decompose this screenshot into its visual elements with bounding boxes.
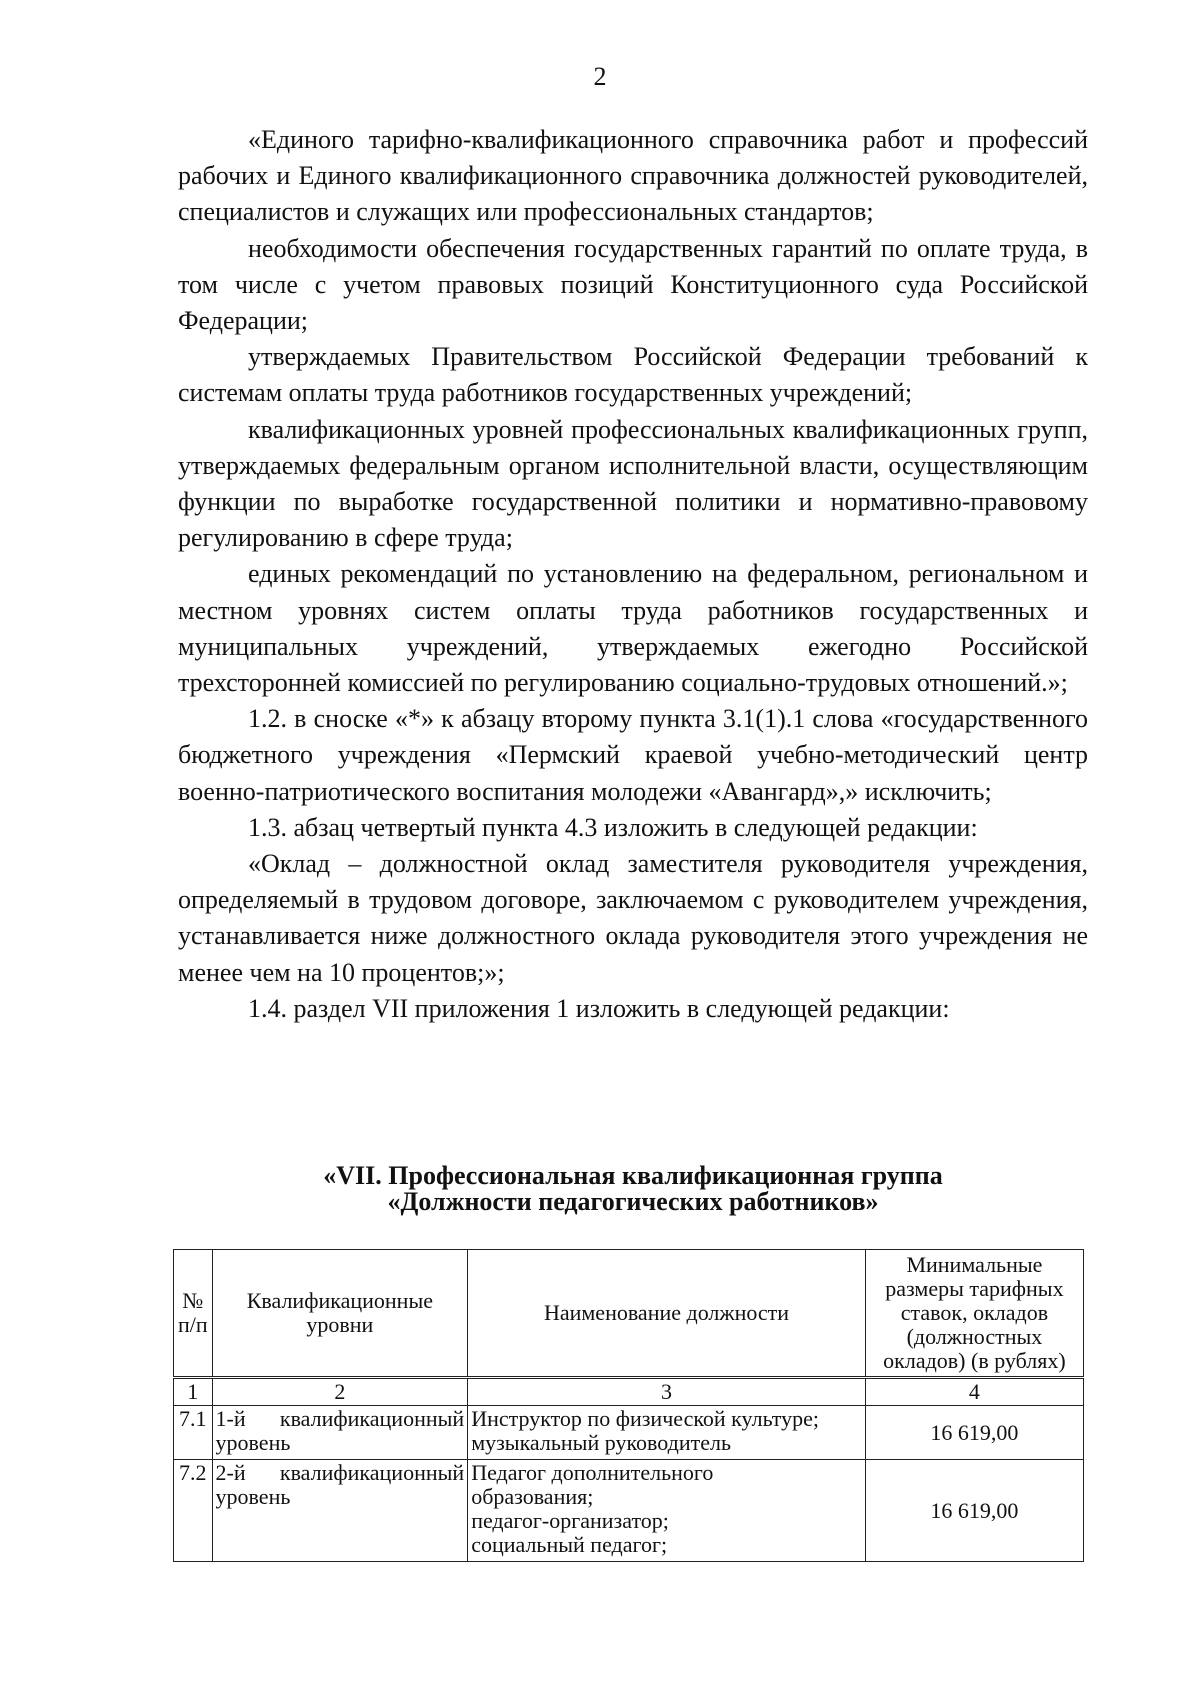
position-line: социальный педагог; [471, 1532, 668, 1557]
paragraph-government-requirements: утверждаемых Правительством Российской Федерации требований к системам оплаты труда работников государственных учреждений; [178, 342, 1088, 408]
section-heading [178, 1163, 1088, 1215]
position-line: музыкальный руководитель [471, 1430, 731, 1455]
qualification-group-table [173, 1249, 1084, 1562]
position-line: Инструктор по физической культуре; [471, 1406, 819, 1431]
position-line: педагог-организатор; [471, 1508, 669, 1533]
header-qualification-level: Квалификационные уровни [212, 1250, 468, 1378]
header-position-name: Наименование должности [468, 1250, 866, 1378]
qualification-level-suffix: уровень [215, 1484, 291, 1509]
qualification-level-cell [212, 1406, 468, 1460]
qualification-level-suffix: уровень [215, 1430, 291, 1455]
page-number: 2 [593, 62, 607, 91]
qualification-level-name: 1-й квалификационный [215, 1406, 465, 1431]
salary-cell: 16 619,00 [865, 1406, 1083, 1460]
paragraph-item-1-2: 1.2. в сноске «*» к абзацу второму пункта 3.1(1).1 слова «государственного бюджетного учреждения «Пермский краевой учебно-методический центр военно-патриотического воспитания молодежи «Авангард»,» исключить; [178, 704, 1088, 806]
column-number-2: 2 [212, 1378, 468, 1406]
table-row [174, 1460, 1084, 1562]
column-number-3: 3 [468, 1378, 866, 1406]
column-number-1: 1 [174, 1378, 213, 1406]
salary-cell: 16 619,00 [865, 1460, 1083, 1562]
paragraph-salary-definition: «Оклад – должностной оклад заместителя руководителя учреждения, определяемый в трудовом договоре, заключаемом с руководителем учреждения, устанавливается ниже должностного оклада руководителя этого учреждения не менее чем на 10 процентов;»; [178, 849, 1088, 987]
column-number-row [174, 1378, 1084, 1406]
table-header-row [174, 1250, 1084, 1378]
document-body [178, 122, 1088, 1027]
table-row [174, 1406, 1084, 1460]
qualification-level-cell [212, 1460, 468, 1562]
qualification-level-name: 2-й квалификационный [215, 1460, 465, 1485]
row-number: 7.1 [174, 1406, 213, 1460]
position-cell [468, 1460, 866, 1562]
position-line: Педагог дополнительного [471, 1460, 714, 1485]
position-line: образования; [471, 1484, 594, 1509]
position-cell [468, 1406, 866, 1460]
paragraph-unified-tariff-reference: «Единого тарифно-квалификационного справочника работ и профессий рабочих и Единого квалификационного справочника должностей руководителей, специалистов и служащих или профессиональных стандартов; [178, 125, 1088, 227]
column-number-4: 4 [865, 1378, 1083, 1406]
section-heading-line-2: «Должности педагогических работников» [387, 1187, 879, 1216]
paragraph-item-1-4: 1.4. раздел VII приложения 1 изложить в следующей редакции: [248, 993, 950, 1023]
header-number: № п/п [174, 1250, 213, 1378]
row-number: 7.2 [174, 1460, 213, 1562]
paragraph-state-guarantees: необходимости обеспечения государственных гарантий по оплате труда, в том числе с учетом правовых позиций Конституционного суда Российской Федерации; [178, 233, 1088, 336]
paragraph-unified-recommendations: единых рекомендаций по установлению на федеральном, региональном и местном уровнях систем оплаты труда работников государственных и муниципальных учреждений, утверждаемых ежегодно Российской трехсторонней комиссией по регулированию социально-трудовых отношений.»; [178, 559, 1088, 698]
section-heading-line-1: «VII. Профессиональная квалификационная группа [323, 1161, 943, 1190]
header-minimum-salary: Минимальные размеры тарифных ставок, окладов (должностных окладов) (в рублях) [865, 1250, 1083, 1378]
paragraph-qualification-levels: квалификационных уровней профессиональных квалификационных групп, утверждаемых федеральным органом исполнительной власти, осуществляющим функции по выработке государственной политики и нормативно-правовому регулированию в сфере труда; [178, 414, 1088, 553]
paragraph-item-1-3: 1.3. абзац четвертый пункта 4.3 изложить в следующей редакции: [248, 812, 978, 842]
